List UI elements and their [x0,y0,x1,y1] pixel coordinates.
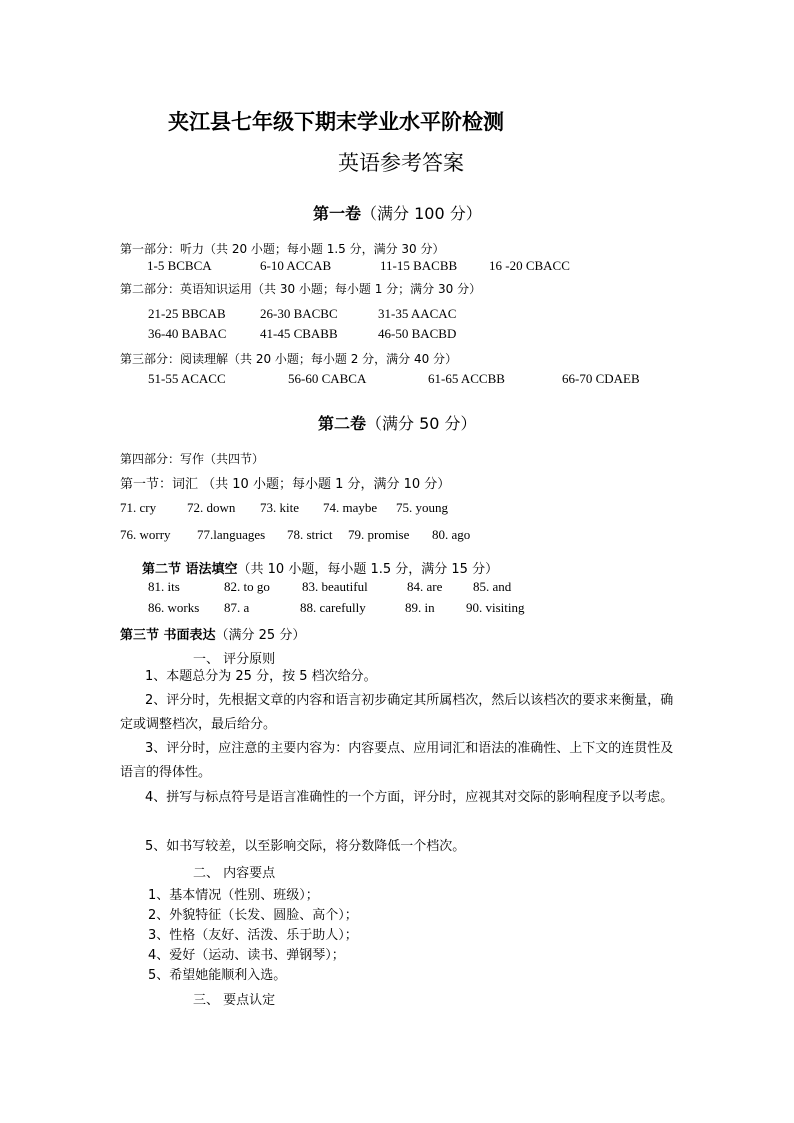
grammar-answer-88: 88. carefully [300,600,366,615]
part1-answer-4: 16 -20 CBACC [489,258,570,273]
part3-answer-3: 61-65 ACCBB [428,371,505,386]
sub1-title: 一、 评分原则 [193,652,276,667]
volume2-title-note: （满分 50 分） [366,414,477,433]
part4-heading: 第四部分：写作（共四节） [120,452,265,466]
rule-1: 1、本题总分为 25 分，按 5 档次给分。 [145,669,377,684]
part2-answer-5: 41-45 CBABB [260,326,338,341]
volume1-title-note: （满分 100 分） [361,204,482,223]
point-5: 5、希望她能顺利入选。 [148,968,287,983]
part3-heading: 第三部分：阅读理解（共 20 小题；每小题 2 分，满分 40 分） [120,352,458,366]
section2-title: 第二节 语法填空 [142,562,238,577]
sub3-title: 三、 要点认定 [193,993,276,1008]
vocab-answer-71: 71. cry [120,500,157,515]
section1-heading: 第一节：词汇 （共 10 小题；每小题 1 分，满分 10 分） [120,477,451,492]
vocab-answer-74: 74. maybe [323,500,378,515]
section3-note: （满分 25 分） [215,628,306,643]
document-title: 夹江县七年级下期末学业水平阶检测 [168,110,504,134]
vocab-answer-75: 75. young [396,500,448,515]
vocab-answer-77: 77.languages [197,527,266,542]
rule-3: 3、评分时，应注意的主要内容为：内容要点、应用词汇和语法的准确性、上下文的连贯性及语言的得体性。 [120,741,674,780]
part3-answer-2: 56-60 CABCA [288,371,367,386]
vocab-answer-78: 78. strict [287,527,333,542]
vocab-answer-79: 79. promise [348,527,410,542]
part1-answer-2: 6-10 ACCAB [260,258,332,273]
grammar-answer-85: 85. and [473,579,512,594]
grammar-answer-81: 81. its [148,579,180,594]
sub2-title: 二、 内容要点 [193,866,276,881]
rule-2: 2、评分时，先根据文章的内容和语言初步确定其所属档次，然后以该档次的要求来衡量，确定或调整档次，最后给分。 [120,693,674,732]
section3-title: 第三节 书面表达 [120,628,216,643]
point-2: 2、外貌特征（长发、圆脸、高个）； [148,908,358,923]
vocab-answer-80: 80. ago [432,527,471,542]
part2-answer-6: 46-50 BACBD [378,326,457,341]
part1-answer-3: 11-15 BACBB [380,258,458,273]
part1-answer-1: 1-5 BCBCA [147,258,212,273]
vocab-answer-76: 76. worry [120,527,171,542]
vocab-answer-73: 73. kite [260,500,299,515]
section2-heading [142,558,498,577]
document-subtitle: 英语参考答案 [338,151,464,175]
grammar-answer-82: 82. to go [224,579,270,594]
volume1-title-bold: 第一卷 [313,204,362,223]
part2-answer-3: 31-35 AACAC [378,306,457,321]
volume2-title-bold: 第二卷 [318,414,367,433]
volume2-title [318,411,477,434]
section2-note: （共 10 小题，每小题 1.5 分，满分 15 分） [237,562,499,577]
grammar-answer-90: 90. visiting [466,600,525,615]
grammar-answer-87: 87. a [224,600,250,615]
point-1: 1、基本情况（性别、班级）； [148,888,319,903]
grammar-answer-86: 86. works [148,600,200,615]
part2-answer-2: 26-30 BACBC [260,306,338,321]
grammar-answer-83: 83. beautiful [302,579,368,594]
point-3: 3、性格（友好、活泼、乐于助人）； [148,928,358,943]
part3-answer-4: 66-70 CDAEB [562,371,640,386]
part1-heading: 第一部分：听力（共 20 小题；每小题 1.5 分，满分 30 分） [120,242,445,256]
grammar-answer-84: 84. are [407,579,443,594]
vocab-answer-72: 72. down [187,500,236,515]
part2-answer-4: 36-40 BABAC [148,326,227,341]
rule-4: 4、拼写与标点符号是语言准确性的一个方面，评分时，应视其对交际的影响程度予以考虑。 [145,790,674,805]
part2-answer-1: 21-25 BBCAB [148,306,226,321]
grammar-answer-89: 89. in [405,600,435,615]
section3-heading [120,624,305,643]
rule-5: 5、如书写较差，以至影响交际，将分数降低一个档次。 [145,839,466,854]
point-4: 4、爱好（运动、读书、弹钢琴）； [148,948,345,963]
part2-heading: 第二部分：英语知识运用（共 30 小题；每小题 1 分；满分 30 分） [120,282,482,296]
volume1-title [313,201,482,224]
part3-answer-1: 51-55 ACACC [148,371,226,386]
